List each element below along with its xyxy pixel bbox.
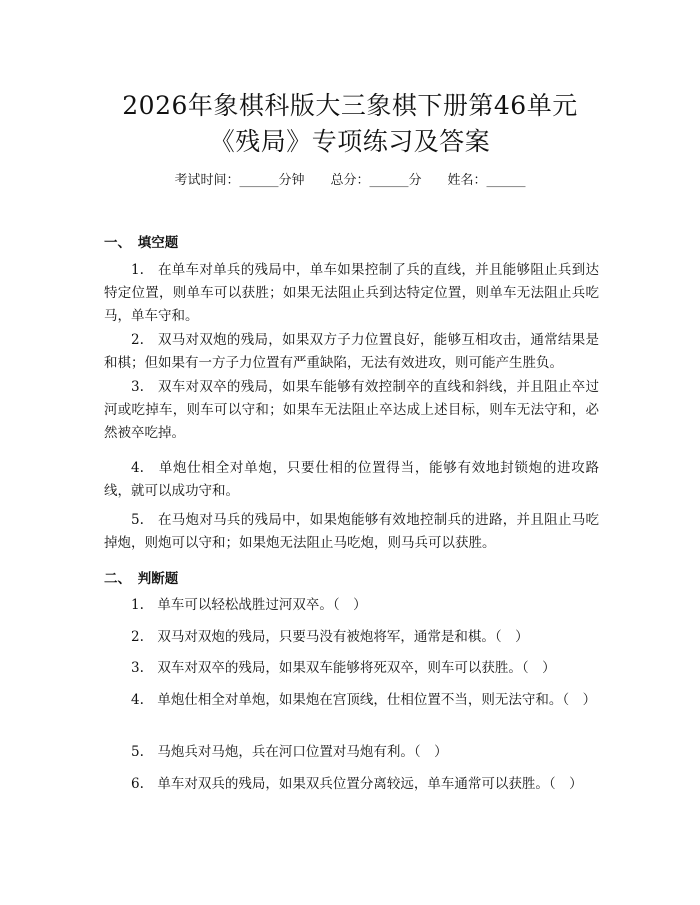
fill-blank-question-3: 3. 双车对双卒的残局，如果车能够有效控制卒的直线和斜线，并且阻止卒过河或吃掉车，则车可以守和；如果车无法阻止卒达成上述目标，则车无法守和，必然被卒吃掉。 xyxy=(104,379,599,441)
fill-blank-question-1: 1. 在单车对单兵的残局中，单车如果控制了兵的直线，并且能够阻止兵到达特定位置，则单车可以获胜；如果无法阻止兵到达特定位置，则单车无法阻止兵吃马，单车守和。 xyxy=(104,262,599,324)
fill-blank-question-2: 2. 双马对双炮的残局，如果双方子力位置良好，能够互相攻击，通常结果是和棋；但如果有一方子力位置有严重缺陷，无法有效进攻，则可能产生胜负。 xyxy=(104,332,599,371)
document-title-line2: 《残局》专项练习及答案 xyxy=(209,127,491,156)
true-false-question-6: 6. 单车对双兵的残局，如果双兵位置分离较远，单车通常可以获胜。（ ） xyxy=(131,776,583,792)
fill-blank-question-4: 4. 单炮仕相全对单炮，只要仕相的位置得当，能够有效地封锁炮的进攻路线，就可以成功守和。 xyxy=(104,460,599,499)
true-false-question-2: 2. 双马对双炮的残局，只要马没有被炮将军，通常是和棋。（ ） xyxy=(131,629,529,645)
true-false-question-1: 1. 单车可以轻松战胜过河双卒。（ ） xyxy=(131,597,367,613)
section-heading-true-false: 二、 判断题 xyxy=(104,571,179,587)
document-title-line1: 2026年象棋科版大三象棋下册第46单元 xyxy=(122,91,578,120)
true-false-question-5: 5. 马炮兵对马炮，兵在河口位置对马炮有利。（ ） xyxy=(131,744,448,760)
exam-info-line: 考试时间：______分钟 总分：______分 姓名：______ xyxy=(174,173,526,188)
section-heading-fill-blank: 一、 填空题 xyxy=(104,235,179,251)
true-false-question-3: 3. 双车对双卒的残局，如果双车能够将死双卒，则车可以获胜。（ ） xyxy=(131,660,556,676)
true-false-question-4: 4. 单炮仕相全对单炮，如果炮在宫顶线，仕相位置不当，则无法守和。（ ） xyxy=(131,692,597,708)
fill-blank-question-5: 5. 在马炮对马兵的残局中，如果炮能够有效地控制兵的进路，并且阻止马吃掉炮，则炮可以守和；如果炮无法阻止马吃炮，则马兵可以获胜。 xyxy=(104,512,599,551)
